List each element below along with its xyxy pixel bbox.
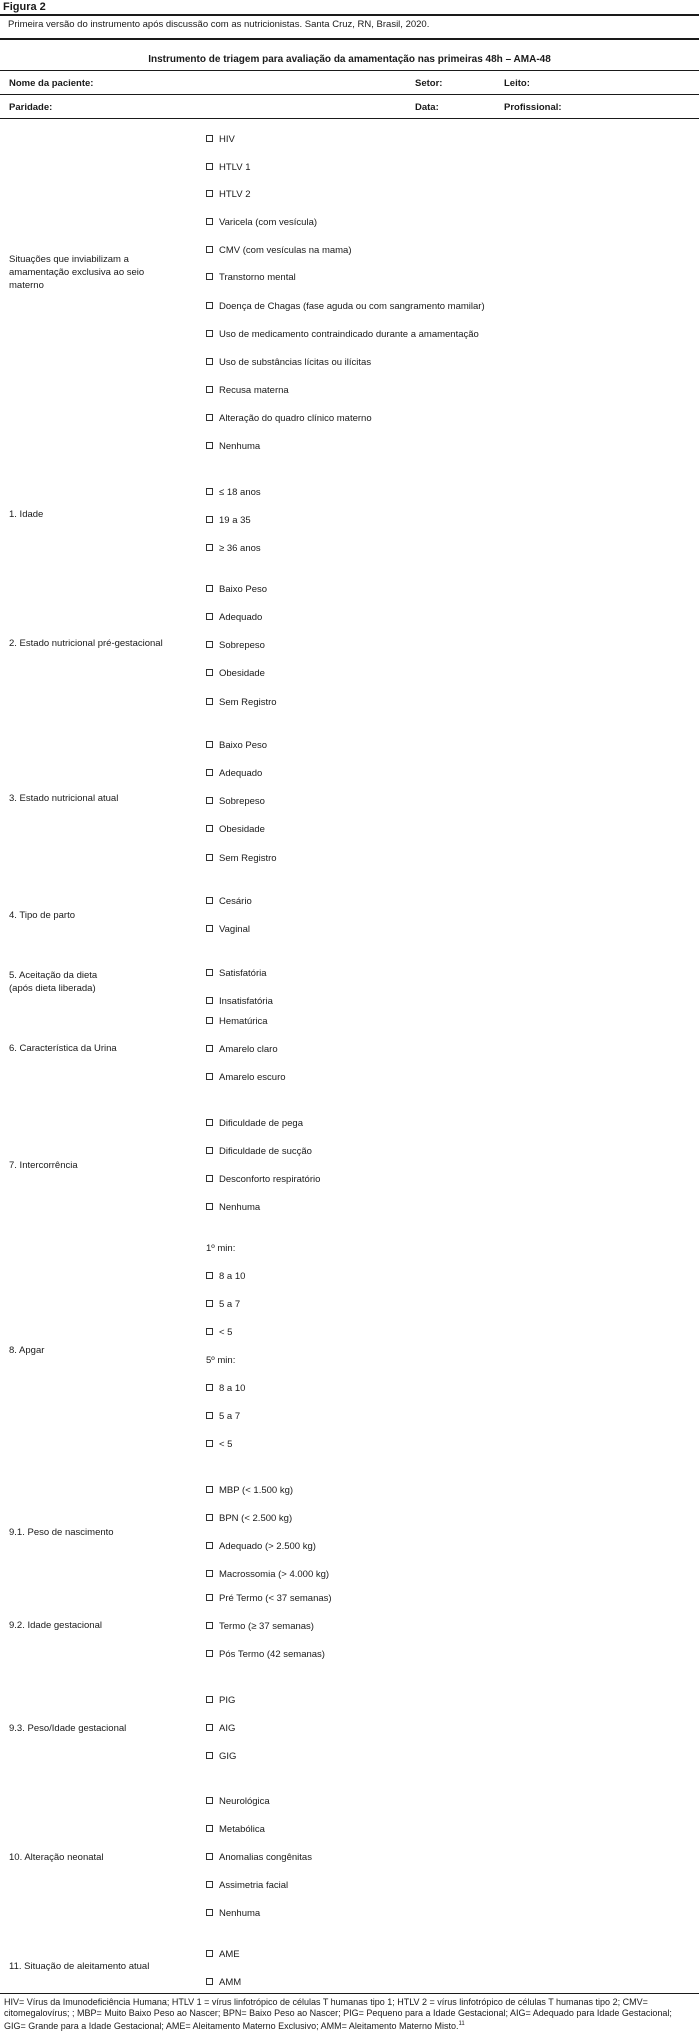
checkbox-option[interactable] [206,796,265,808]
option-label: Baixo Peso [219,740,268,751]
parity-field[interactable]: Paridade: [9,102,53,113]
checkbox-option[interactable] [206,1118,303,1130]
option-label: Vaginal [219,924,250,935]
section-label-line: 5. Aceitação da dieta [9,969,98,981]
checkbox-icon[interactable] [206,825,213,832]
checkbox-option[interactable] [206,1723,235,1735]
section-label-line: 9.1. Peso de nascimento [9,1527,114,1538]
option-label: CMV (com vesículas na mama) [219,245,352,256]
option-label: ≤ 18 anos [219,487,261,498]
apgar-5min-heading: 5º min: [206,1355,236,1366]
checkbox-icon[interactable] [206,1384,213,1391]
checkbox-option[interactable] [206,245,352,257]
checkbox-option[interactable] [206,272,296,284]
checkbox-icon[interactable] [206,302,213,309]
figure-caption: Primeira versão do instrumento após discussão com as nutricionistas. Santa Cruz, RN, Brasil, 2020. [8,19,430,30]
rule-caption [0,38,699,40]
option-label: Pós Termo (42 semanas) [219,1649,325,1660]
section-label-s10 [9,1851,104,1864]
checkbox-option[interactable] [206,697,277,709]
checkbox-icon[interactable] [206,669,213,676]
option-label: Desconforto respiratório [219,1174,321,1185]
checkbox-icon[interactable] [206,1486,213,1493]
option-label: Macrossomia (> 4.000 kg) [219,1569,330,1580]
checkbox-option[interactable] [206,134,235,146]
rule-header-1 [0,94,699,95]
checkbox-option[interactable] [206,1977,241,1989]
checkbox-option[interactable] [206,162,251,174]
checkbox-icon[interactable] [206,1853,213,1860]
option-label: BPN (< 2.500 kg) [219,1513,293,1524]
option-label: Sobrepeso [219,796,265,807]
checkbox-option[interactable] [206,515,251,527]
section-label-s2 [9,637,163,650]
section-label-s8 [9,1344,44,1357]
checkbox-icon[interactable] [206,516,213,523]
option-label: Dificuldade de sucção [219,1146,312,1157]
section-label-s11 [9,1960,149,1973]
section-label-line: 4. Tipo de parto [9,910,76,921]
checkbox-icon[interactable] [206,358,213,365]
option-label: Assimetria facial [219,1880,289,1891]
option-label: HTLV 2 [219,189,251,200]
checkbox-icon[interactable] [206,1752,213,1759]
checkbox-option[interactable] [206,1824,265,1836]
checkbox-option[interactable] [206,385,289,397]
option-label: Anomalias congênitas [219,1852,312,1863]
section-label-s3 [9,792,118,805]
checkbox-option[interactable] [206,217,317,229]
checkbox-option[interactable] [206,1202,260,1214]
checkbox-option[interactable] [206,1908,260,1920]
checkbox-icon[interactable] [206,544,213,551]
checkbox-option[interactable] [206,584,267,596]
checkbox-icon[interactable] [206,1175,213,1182]
section-label-line: (após dieta liberada) [9,982,96,994]
checkbox-option[interactable] [206,1411,240,1423]
section-label-line: 9.3. Peso/Idade gestacional [9,1723,127,1734]
option-label: HTLV 1 [219,162,251,173]
option-label: AMM [219,1977,242,1988]
option-label: Insatisfatória [219,996,273,1007]
option-label: Adequado (> 2.500 kg) [219,1541,316,1552]
option-label: GIG [219,1751,237,1762]
checkbox-option[interactable] [206,640,265,652]
option-label: Neurológica [219,1796,270,1807]
option-label: 5 a 7 [219,1411,241,1422]
checkbox-option[interactable] [206,301,485,313]
checkbox-icon[interactable] [206,613,213,620]
footnote [4,1997,694,2032]
checkbox-option[interactable] [206,1621,314,1633]
section-label-s91 [9,1526,114,1539]
checkbox-icon[interactable] [206,741,213,748]
checkbox-icon[interactable] [206,769,213,776]
option-label: PIG [219,1695,236,1706]
checkbox-icon[interactable] [206,997,213,1004]
checkbox-icon[interactable] [206,1412,213,1419]
professional-field[interactable]: Profissional: [504,102,562,113]
checkbox-icon[interactable] [206,1073,213,1080]
option-label: Adequado [219,768,263,779]
checkbox-option[interactable] [206,189,251,201]
option-label: Hematúrica [219,1016,268,1027]
option-label: 5 a 7 [219,1299,241,1310]
section-label-s5 [9,969,97,995]
option-label: Alteração do quadro clínico materno [219,413,372,424]
checkbox-option[interactable] [206,487,261,499]
option-label: Amarelo claro [219,1044,278,1055]
option-label: AIG [219,1723,236,1734]
option-label: 8 a 10 [219,1271,246,1282]
checkbox-icon[interactable] [206,1542,213,1549]
option-label: Adequado [219,612,263,623]
option-label: Sem Registro [219,697,277,708]
checkbox-option[interactable] [206,1271,245,1283]
bed-field[interactable]: Leito: [504,78,530,89]
checkbox-option[interactable] [206,357,371,369]
checkbox-option[interactable] [206,1695,235,1707]
checkbox-option[interactable] [206,1174,320,1186]
section-label-line: 1. Idade [9,509,44,520]
option-label: Cesário [219,896,252,907]
checkbox-icon[interactable] [206,1650,213,1657]
checkbox-option[interactable] [206,1146,312,1158]
checkbox-icon[interactable] [206,797,213,804]
option-label: Varicela (com vesícula) [219,217,318,228]
checkbox-option[interactable] [206,968,267,980]
checkbox-icon[interactable] [206,135,213,142]
checkbox-option[interactable] [206,413,372,425]
checkbox-icon[interactable] [206,386,213,393]
apgar-1min-heading: 1º min: [206,1243,236,1254]
checkbox-option[interactable] [206,768,262,780]
option-label: Transtorno mental [219,272,296,283]
section-label-line: Situações que inviabilizam a [9,254,129,265]
checkbox-icon[interactable] [206,1119,213,1126]
section-label-line: 11. Situação de aleitamento atual [9,1961,150,1972]
sector-field[interactable]: Setor: [415,78,443,89]
checkbox-icon[interactable] [206,1881,213,1888]
patient-name-field[interactable]: Nome da paciente: [9,78,94,89]
section-label-line: 8. Apgar [9,1345,45,1356]
section-label-s6 [9,1042,117,1055]
checkbox-icon[interactable] [206,1696,213,1703]
option-label: 19 a 35 [219,515,251,526]
checkbox-icon[interactable] [206,925,213,932]
checkbox-option[interactable] [206,824,265,836]
section-label-line: 10. Alteração neonatal [9,1852,104,1863]
option-label: Nenhuma [219,441,261,452]
checkbox-icon[interactable] [206,969,213,976]
checkbox-icon[interactable] [206,442,213,449]
section-label-s0 [9,253,144,292]
instrument-title: Instrumento de triagem para avaliação da amamentação nas primeiras 48h – AMA-48 [148,54,551,65]
option-label: Termo (≥ 37 semanas) [219,1621,314,1632]
checkbox-icon[interactable] [206,1950,213,1957]
checkbox-icon[interactable] [206,1147,213,1154]
option-label: AME [219,1949,240,1960]
checkbox-icon[interactable] [206,273,213,280]
option-label: Sem Registro [219,853,277,864]
checkbox-option[interactable] [206,329,479,341]
checkbox-icon[interactable] [206,1724,213,1731]
option-label: Sobrepeso [219,640,265,651]
checkbox-icon[interactable] [206,1594,213,1601]
option-label: < 5 [219,1327,233,1338]
checkbox-option[interactable] [206,1649,325,1661]
checkbox-option[interactable] [206,853,277,865]
checkbox-option[interactable] [206,1751,236,1763]
checkbox-option[interactable] [206,1072,286,1084]
option-label: Obesidade [219,824,265,835]
checkbox-icon[interactable] [206,1045,213,1052]
checkbox-icon[interactable] [206,246,213,253]
checkbox-icon[interactable] [206,488,213,495]
checkbox-icon[interactable] [206,1514,213,1521]
checkbox-option[interactable] [206,1593,332,1605]
option-label: Dificuldade de pega [219,1118,303,1129]
section-label-line: 7. Intercorrência [9,1160,78,1171]
checkbox-icon[interactable] [206,1272,213,1279]
checkbox-icon[interactable] [206,1622,213,1629]
section-label-line: materno [9,280,44,291]
checkbox-icon[interactable] [206,1017,213,1024]
checkbox-option[interactable] [206,668,265,680]
checkbox-option[interactable] [206,1327,232,1339]
checkbox-icon[interactable] [206,1300,213,1307]
checkbox-option[interactable] [206,1485,293,1497]
checkbox-icon[interactable] [206,854,213,861]
option-label: HIV [219,134,235,145]
checkbox-icon[interactable] [206,1978,213,1985]
section-label-s92 [9,1619,102,1632]
checkbox-option[interactable] [206,543,261,555]
section-label-line: 9.2. Idade gestacional [9,1620,102,1631]
checkbox-option[interactable] [206,1541,316,1553]
rule-header-2 [0,118,699,119]
section-label-line: 3. Estado nutricional atual [9,793,119,804]
checkbox-icon[interactable] [206,218,213,225]
checkbox-option[interactable] [206,441,260,453]
checkbox-icon[interactable] [206,1570,213,1577]
section-label-line: 2. Estado nutricional pré-gestacional [9,638,163,649]
option-label: Nenhuma [219,1202,261,1213]
checkbox-icon[interactable] [206,330,213,337]
checkbox-option[interactable] [206,1383,245,1395]
figure-label: Figura 2 [3,1,46,13]
checkbox-option[interactable] [206,1016,268,1028]
footnote-reference: 11 [458,2021,465,2027]
checkbox-icon[interactable] [206,641,213,648]
checkbox-icon[interactable] [206,1825,213,1832]
checkbox-option[interactable] [206,896,252,908]
rule-bottom [0,1993,699,1994]
option-label: Obesidade [219,668,265,679]
rule-title [0,70,699,71]
option-label: 8 a 10 [219,1383,246,1394]
option-label: Recusa materna [219,385,289,396]
option-label: Baixo Peso [219,584,268,595]
option-label: < 5 [219,1439,233,1450]
option-label: MBP (< 1.500 kg) [219,1485,294,1496]
section-label-s7 [9,1159,78,1172]
checkbox-option[interactable] [206,1949,240,1961]
option-label: Nenhuma [219,1908,261,1919]
checkbox-option[interactable] [206,1880,288,1892]
footnote-text: HIV= Vírus da Imunodeficiência Humana; HTLV 1 = vírus linfotrópico de células T humanas tipo 1; HTLV 2 = vírus linfotrópico de células T humanas tipo 2; CMV= citomegalovírus; ; MBP= Muito Baixo Peso ao Nascer; BPN= Baixo Peso ao Nascer; PIG= Pequeno para a Idade Gestacional; AIG= Adequado para Idade Gestacional; GIG= Grande para a Idade Gestacional; AME= Aleitamento Materno Exclusivo; AMM= Aleitamento Materno Misto. [4,1997,672,2031]
section-label-line: amamentação exclusiva ao seio [9,267,145,278]
option-label: Uso de medicamento contraindicado durante a amamentação [219,329,479,340]
checkbox-icon[interactable] [206,1909,213,1916]
checkbox-option[interactable] [206,1439,232,1451]
option-label: Pré Termo (< 37 semanas) [219,1593,332,1604]
checkbox-option[interactable] [206,1569,329,1581]
section-label-s93 [9,1722,126,1735]
checkbox-icon[interactable] [206,1328,213,1335]
option-label: Satisfatória [219,968,267,979]
checkbox-icon[interactable] [206,190,213,197]
checkbox-option[interactable] [206,612,262,624]
checkbox-icon[interactable] [206,1797,213,1804]
checkbox-option[interactable] [206,1852,312,1864]
checkbox-option[interactable] [206,1796,270,1808]
option-label: Amarelo escuro [219,1072,286,1083]
checkbox-icon[interactable] [206,897,213,904]
option-label: Doença de Chagas (fase aguda ou com sangramento mamilar) [219,301,485,312]
checkbox-icon[interactable] [206,585,213,592]
checkbox-option[interactable] [206,924,250,936]
checkbox-icon[interactable] [206,414,213,421]
checkbox-icon[interactable] [206,163,213,170]
checkbox-icon[interactable] [206,1440,213,1447]
rule-top [0,14,699,16]
option-label: Uso de substâncias lícitas ou ilícitas [219,357,372,368]
checkbox-option[interactable] [206,740,267,752]
checkbox-option[interactable] [206,996,273,1008]
checkbox-option[interactable] [206,1513,292,1525]
checkbox-option[interactable] [206,1044,278,1056]
section-label-s4 [9,909,75,922]
checkbox-icon[interactable] [206,698,213,705]
section-label-s1 [9,508,43,521]
option-label: ≥ 36 anos [219,543,261,554]
checkbox-icon[interactable] [206,1203,213,1210]
option-label: Metabólica [219,1824,265,1835]
section-label-line: 6. Característica da Urina [9,1043,117,1054]
checkbox-option[interactable] [206,1299,240,1311]
date-field[interactable]: Data: [415,102,439,113]
